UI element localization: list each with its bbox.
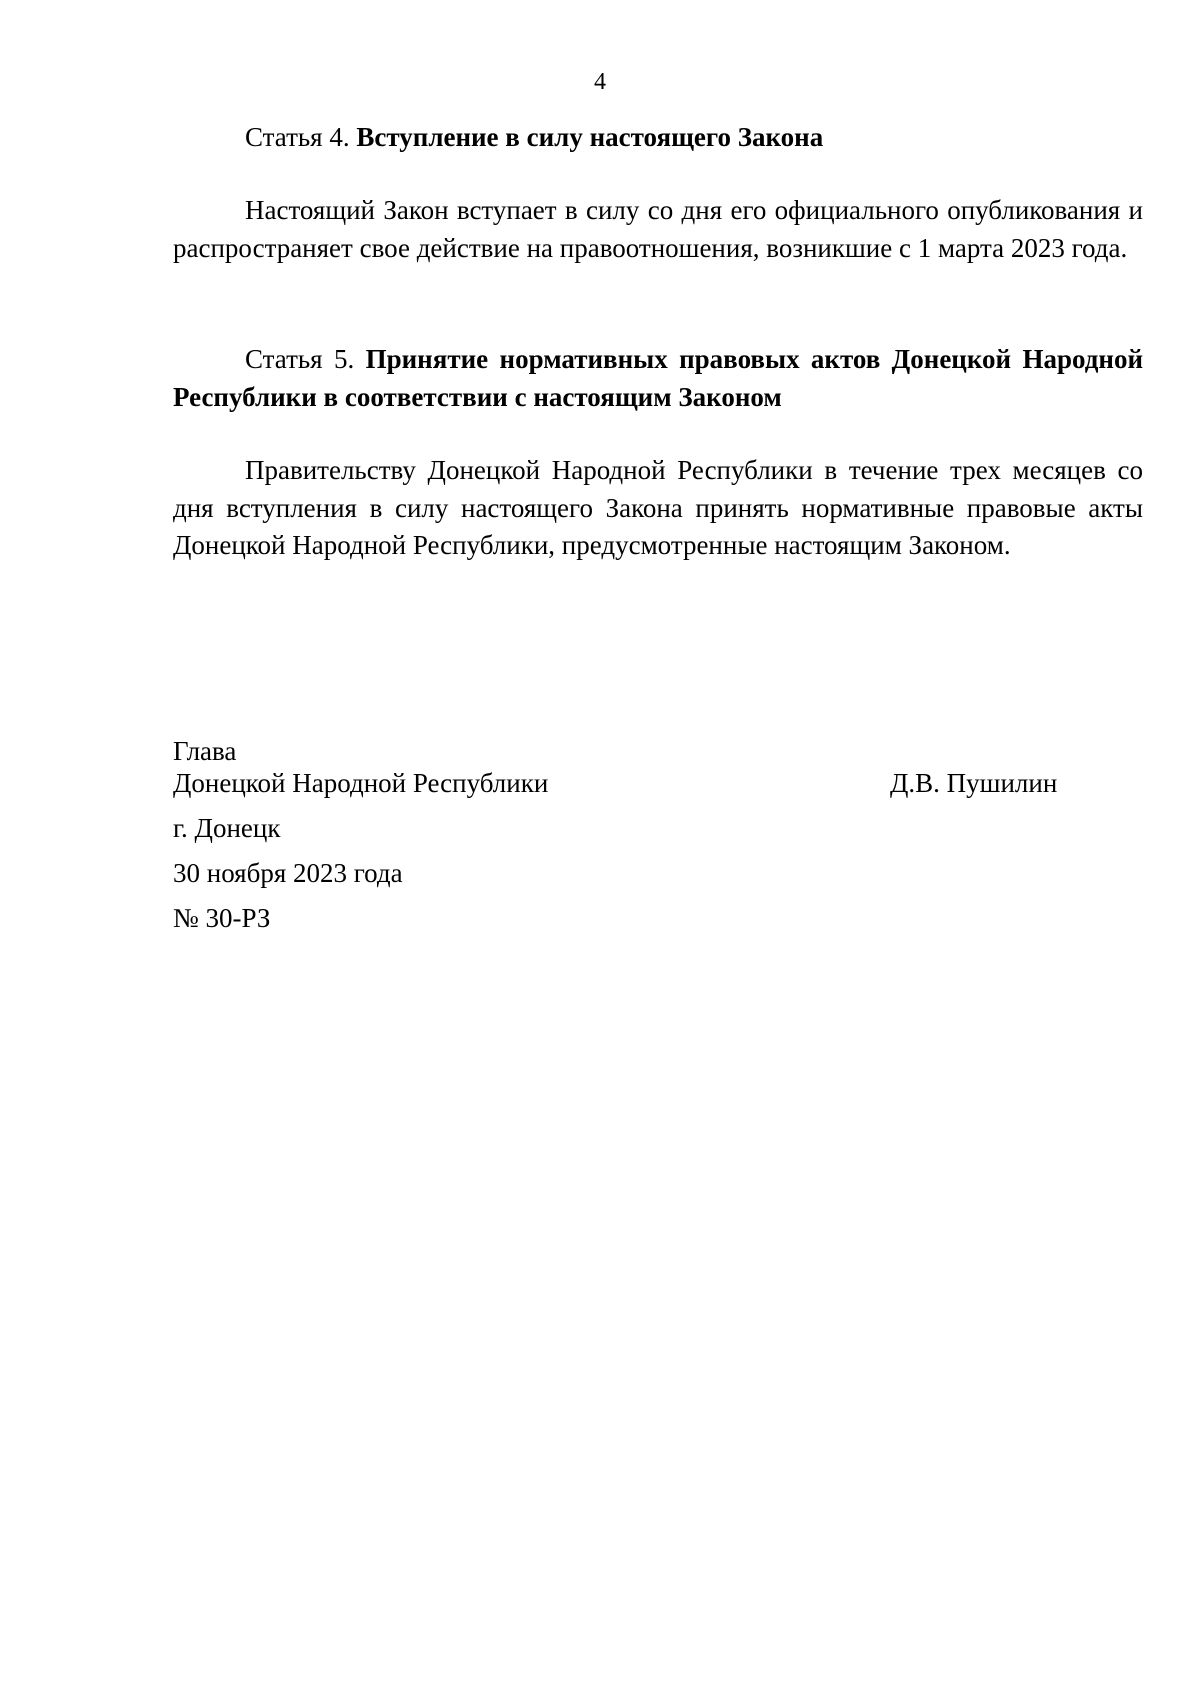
article-5-title: Принятие нормативных правовых актов Донецкой Народной Республики в соответствии с настоящим Законом	[173, 344, 1143, 412]
signature-date: 30 ноября 2023 года	[173, 858, 403, 888]
article-5-heading	[173, 340, 1143, 416]
signature-position-line1: Глава	[173, 736, 237, 766]
page-number: 4	[594, 69, 606, 95]
article-4-title: Вступление в силу настоящего Закона	[356, 122, 824, 152]
article-5-label: Статья 5.	[245, 344, 355, 374]
signatory-name: Д.В. Пушилин	[890, 768, 1058, 798]
article-4-text: Настоящий Закон вступает в силу со дня его официального опубликования и распространяет свое действие на правоотношения, возникшие с 1 марта 2023 года.	[173, 195, 1143, 263]
signature-position-line2: Донецкой Народной Республики	[173, 768, 549, 798]
article-5-text: Правительству Донецкой Народной Республики в течение трех месяцев со дня вступления в силу настоящего Закона принять нормативные правовые акты Донецкой Народной Республики, предусмотренные настоящим Законом.	[173, 455, 1143, 560]
article-4-label: Статья 4.	[245, 122, 350, 152]
law-number: № 30-РЗ	[173, 903, 271, 933]
article-4-heading	[173, 118, 1143, 156]
signature-city: г. Донецк	[173, 813, 281, 843]
